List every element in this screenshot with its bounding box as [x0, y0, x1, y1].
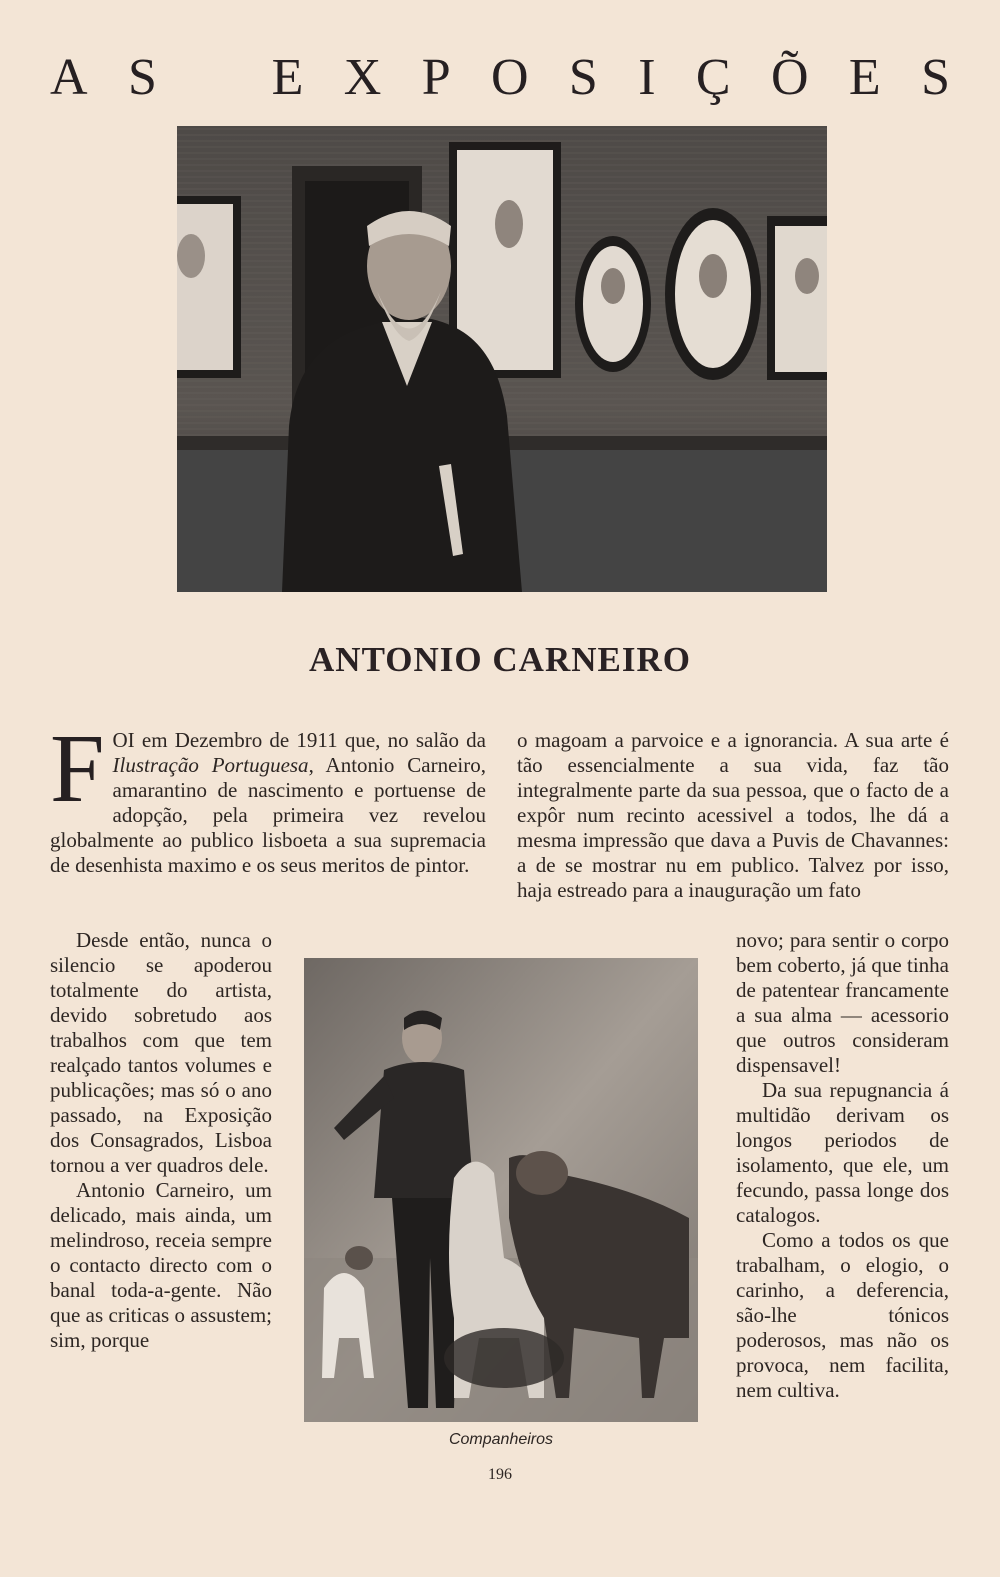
- paragraph-text: OI em Dezembro de 1911 que, no salão da: [112, 728, 486, 752]
- header-letter: A: [50, 49, 88, 106]
- header-letter: E: [271, 49, 304, 106]
- article-title: ANTONIO CARNEIRO: [309, 640, 691, 679]
- header-letter: S: [568, 49, 598, 106]
- header-letter: I: [638, 49, 656, 106]
- paragraph: novo; para sentir o corpo bem coberto, já que tinha de patentear francamente a sua alma — acessorio que outros consideram dispensavel!: [736, 928, 949, 1077]
- paragraph: Antonio Carneiro, um delicado, mais ainda, um melindroso, receia sempre o contacto directo com o banal toda-a-gente. Não que as criticas o assustem; sim, porque: [50, 1178, 272, 1352]
- header-letter: Õ: [770, 49, 809, 106]
- header-letter: Ç: [695, 49, 731, 106]
- image-caption: Companheiros: [448, 1431, 554, 1448]
- paragraph: o magoam a parvoice e a ignorancia. A sua arte é tão essencialmente a sua vida, faz tão integralmente parte da sua pessoa, que o facto de a expôr num recinto acessivel a todos, lhe dá a mesma impressão que dava a Puvis de Chavannes: a de se mostrar nu em publico. Talvez por isso, haja estreado para a inauguração um fato: [517, 728, 949, 902]
- paragraph: Desde então, nunca o silencio se apoderou totalmente do artista, devido sobretudo aos trabalhos com que tem realçado tantos volumes e publicações; mas só o ano passado, na Exposição dos Consagrados, Lisboa tornou a ver quadros dele.: [50, 928, 272, 1177]
- artist-photograph: [177, 126, 827, 592]
- paragraph: Como a todos os que trabalham, o elogio, o carinho, a deferencia, são-lhe tónicos poderosos, mas não os provoca, nem facilita, nem cultiva.: [736, 1228, 949, 1402]
- header-letter: O: [490, 49, 529, 106]
- artist-photograph-image: [177, 126, 827, 592]
- section-header: [50, 49, 950, 106]
- paragraph: Da sua repugnancia á multidão derivam os longos periodos de isolamento, que ele, um fecundo, passa longe dos catalogos.: [736, 1078, 949, 1227]
- header-letter: X: [343, 49, 382, 106]
- column2-bottom-text: [736, 928, 949, 1403]
- column1-bottom-text: [50, 928, 272, 1353]
- painting-companheiros: [304, 958, 698, 1422]
- header-gap: [197, 52, 231, 104]
- column1-top-text: [50, 715, 486, 878]
- magazine-name: Ilustração Portuguesa: [112, 753, 309, 777]
- header-letter: E: [848, 49, 881, 106]
- page-number: 196: [488, 1466, 512, 1483]
- drop-cap: F: [50, 715, 105, 823]
- painting-image: [304, 958, 698, 1422]
- column2-top-text: [517, 728, 949, 903]
- opening-paragraph: [50, 715, 486, 878]
- header-letter: S: [127, 49, 157, 106]
- header-letter: S: [921, 49, 950, 106]
- paragraph-text: , Antonio Carneiro, amarantino de nascimento e portuense de adopção, pela primeira vez revelou globalmente ao publico lisboeta a sua supremacia de desenhista maximo e os seus meritos de pintor.: [50, 753, 486, 877]
- header-letter: P: [421, 49, 451, 106]
